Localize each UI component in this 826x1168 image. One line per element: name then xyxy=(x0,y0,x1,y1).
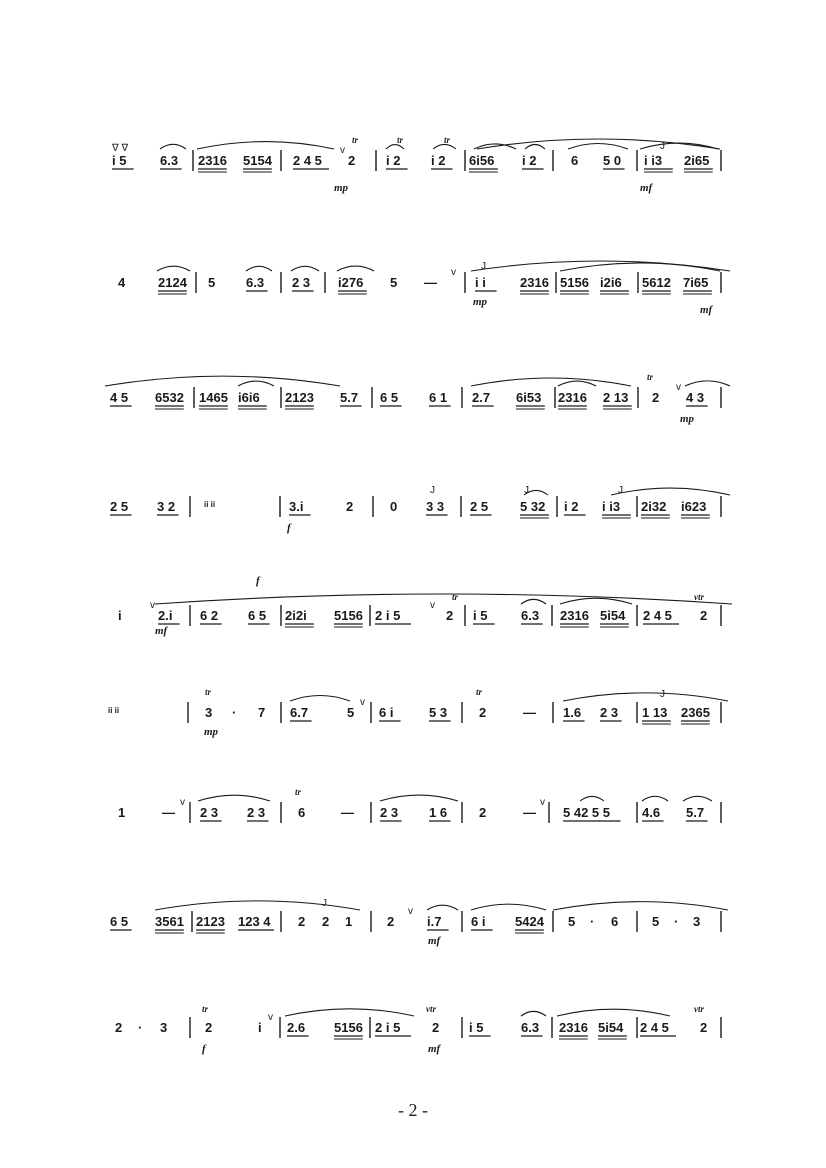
slur-arc xyxy=(198,795,270,801)
staff-line-8 xyxy=(110,898,728,947)
articulation-mark: J xyxy=(322,898,327,909)
dynamic-mark: mp xyxy=(334,182,349,194)
note-group: — xyxy=(523,805,536,820)
slur-arc xyxy=(197,142,334,149)
note-group: 5156 xyxy=(334,1020,363,1035)
slur-arc xyxy=(246,266,272,271)
note-group: 2 3 xyxy=(380,805,399,820)
articulation-mark: ∇ ∇ xyxy=(112,143,129,154)
note-group: 6 xyxy=(571,153,579,168)
slur-arc xyxy=(155,594,732,604)
note-group: 5.7 xyxy=(340,390,359,405)
note-group: 2316 xyxy=(559,1020,588,1035)
note-group: 5 0 xyxy=(603,153,622,168)
note-group: 1465 xyxy=(199,390,228,405)
articulation-mark: v xyxy=(360,697,365,708)
page-number: - 2 - xyxy=(398,1100,428,1120)
note-group: 2 i 5 xyxy=(375,1020,401,1035)
note-group: 2 xyxy=(432,1020,440,1035)
note-group: i 2 xyxy=(431,153,446,168)
note-group: 6i56 xyxy=(469,153,495,168)
note-group: 2 3 xyxy=(200,805,219,820)
slur-arc xyxy=(683,796,712,801)
note-group: 2 xyxy=(479,705,487,720)
note-group: 5156 xyxy=(334,608,363,623)
slur-arc xyxy=(525,145,545,150)
dynamic-mark: mp xyxy=(473,296,488,308)
note-group: 6 i xyxy=(379,705,394,720)
note-group: 6 1 xyxy=(429,390,448,405)
note-group: · xyxy=(138,1020,143,1035)
note-group: 6 i xyxy=(471,914,486,929)
trill-mark: vtr xyxy=(694,592,704,602)
note-group: i xyxy=(118,608,122,623)
note-group: 5 42 5 5 xyxy=(563,805,610,820)
slur-arc xyxy=(427,905,458,910)
trill-mark: vtr xyxy=(426,1004,436,1014)
dynamic-mark: mp xyxy=(204,726,219,738)
note-group: 2 xyxy=(348,153,356,168)
slur-arc xyxy=(238,381,274,386)
note-group: 2365 xyxy=(681,705,710,720)
dynamic-mark: f xyxy=(202,1043,206,1055)
note-group: 5 xyxy=(568,914,576,929)
trill-mark: tr xyxy=(476,687,483,697)
note-group: 1 xyxy=(345,914,353,929)
slur-arc xyxy=(521,1011,546,1016)
note-group: 2316 xyxy=(558,390,587,405)
articulation-mark: v xyxy=(180,797,185,808)
note-group: i276 xyxy=(338,275,364,290)
note-group: 2 3 xyxy=(600,705,619,720)
note-group: 2i65 xyxy=(684,153,710,168)
dynamic-mark: mf xyxy=(428,1043,441,1055)
note-group: 2i32 xyxy=(641,499,667,514)
note-group: 2316 xyxy=(520,275,549,290)
note-group: 2316 xyxy=(560,608,589,623)
note-group: 2 i 5 xyxy=(375,608,401,623)
staff-line-9 xyxy=(115,1004,721,1055)
note-group: 3 2 xyxy=(157,499,176,514)
note-group: 1 13 xyxy=(642,705,668,720)
note-group: i 5 xyxy=(469,1020,484,1035)
note-group: 3 xyxy=(693,914,701,929)
slur-arc xyxy=(563,693,728,701)
note-group: 6532 xyxy=(155,390,184,405)
note-group: i623 xyxy=(681,499,707,514)
note-group: 6.3 xyxy=(246,275,265,290)
note-group: 2 4 5 xyxy=(640,1020,669,1035)
note-group: 6i53 xyxy=(516,390,542,405)
note-group: 3 3 xyxy=(426,499,445,514)
staff-line-7 xyxy=(118,787,721,823)
slur-arc xyxy=(471,378,631,386)
note-group: 7i65 xyxy=(683,275,709,290)
slur-arc xyxy=(580,796,604,801)
articulation-mark: v xyxy=(540,797,545,808)
note-group: i 2 xyxy=(522,153,537,168)
note-group: 2 xyxy=(700,608,708,623)
note-group: 2 xyxy=(322,914,330,929)
dynamic-mark: f xyxy=(256,575,260,587)
trill-mark: tr xyxy=(295,787,302,797)
note-group: 3 xyxy=(205,705,213,720)
note-group: 1 xyxy=(118,805,126,820)
articulation-mark: J xyxy=(660,689,665,700)
note-group: 2i2i xyxy=(285,608,307,623)
note-group: 5 xyxy=(347,705,355,720)
articulation-mark: J xyxy=(430,485,435,496)
note-group: i6i6 xyxy=(238,390,260,405)
note-group: i2i6 xyxy=(600,275,622,290)
articulation-mark: ii ii xyxy=(108,706,120,715)
slur-arc xyxy=(560,263,720,271)
note-group: i.7 xyxy=(427,914,442,929)
note-group: 6 xyxy=(611,914,619,929)
slur-arc xyxy=(155,901,360,910)
note-group: 4 xyxy=(118,275,126,290)
note-group: i 5 xyxy=(473,608,488,623)
note-group: i xyxy=(258,1020,262,1035)
note-group: — xyxy=(523,705,536,720)
note-group: 2 3 xyxy=(247,805,266,820)
note-group: · xyxy=(232,705,237,720)
note-group: 2 3 xyxy=(292,275,311,290)
articulation-mark: v xyxy=(408,906,413,917)
articulation-mark: v xyxy=(150,600,155,611)
note-group: 5 xyxy=(390,275,398,290)
articulation-mark: v xyxy=(676,382,681,393)
note-group: 6.3 xyxy=(160,153,179,168)
note-group: 2123 xyxy=(285,390,314,405)
note-group: 2 13 xyxy=(603,390,629,405)
note-group: 123 4 xyxy=(238,914,271,929)
note-group: 5i54 xyxy=(598,1020,624,1035)
note-group: 5i54 xyxy=(600,608,626,623)
note-group: 2 4 5 xyxy=(643,608,672,623)
note-group: 5424 xyxy=(515,914,544,929)
slur-arc xyxy=(558,381,596,386)
note-group: 1.6 xyxy=(563,705,582,720)
dynamic-mark: mf xyxy=(428,935,441,947)
note-group: 6.3 xyxy=(521,1020,540,1035)
note-group: 3.i xyxy=(289,499,304,514)
slur-arc xyxy=(553,902,728,910)
note-group: · xyxy=(674,914,679,929)
note-group: 2123 xyxy=(196,914,225,929)
note-group: 6 2 xyxy=(200,608,219,623)
note-group: 5 xyxy=(652,914,660,929)
trill-mark: tr xyxy=(205,687,212,697)
articulation-mark: J xyxy=(618,485,623,496)
note-group: 4.6 xyxy=(642,805,661,820)
slur-arc xyxy=(560,598,632,604)
note-group: 6 5 xyxy=(110,914,129,929)
slur-arc xyxy=(568,144,628,150)
note-group: 1 6 xyxy=(429,805,448,820)
trill-mark: tr xyxy=(202,1004,209,1014)
note-group: 2 xyxy=(115,1020,123,1035)
articulation-mark: J xyxy=(524,485,529,496)
note-group: 2 xyxy=(205,1020,213,1035)
note-group: 2 xyxy=(346,499,354,514)
articulation-mark: v xyxy=(451,267,456,278)
note-group: 2 xyxy=(479,805,487,820)
note-group: 0 xyxy=(390,499,398,514)
note-group: 6.3 xyxy=(521,608,540,623)
slur-arc xyxy=(471,904,546,910)
slur-arc xyxy=(291,266,319,271)
note-group: 5154 xyxy=(243,153,272,168)
note-group: 5156 xyxy=(560,275,589,290)
note-group: — xyxy=(162,805,175,820)
note-group: 5 xyxy=(208,275,216,290)
articulation-mark: ii ii xyxy=(204,500,216,509)
note-group: 2124 xyxy=(158,275,187,290)
slur-arc xyxy=(685,381,730,386)
note-group: 5 32 xyxy=(520,499,546,514)
note-group: 2.i xyxy=(158,608,173,623)
staff-line-3 xyxy=(105,372,730,425)
trill-mark: tr xyxy=(444,135,451,145)
note-group: 2.6 xyxy=(287,1020,306,1035)
note-group: 2 xyxy=(700,1020,708,1035)
note-group: · xyxy=(590,914,595,929)
articulation-mark: v xyxy=(268,1012,273,1023)
note-group: 2 xyxy=(446,608,454,623)
slur-arc xyxy=(160,144,186,149)
note-group: i 2 xyxy=(564,499,579,514)
trill-mark: vtr xyxy=(694,1004,704,1014)
trill-mark: tr xyxy=(397,135,404,145)
note-group: i 5 xyxy=(112,153,127,168)
staff-line-5 xyxy=(118,575,732,637)
note-group: 6 xyxy=(298,805,306,820)
trill-mark: tr xyxy=(352,135,359,145)
note-group: 3561 xyxy=(155,914,184,929)
staff-line-4 xyxy=(110,485,730,534)
slur-arc xyxy=(105,376,340,386)
note-group: 6 5 xyxy=(380,390,399,405)
dynamic-mark: mp xyxy=(680,413,695,425)
trill-mark: tr xyxy=(452,592,459,602)
note-group: 2 4 5 xyxy=(293,153,322,168)
note-group: 7 xyxy=(258,705,266,720)
dynamic-mark: mf xyxy=(155,625,168,637)
dynamic-mark: mf xyxy=(640,182,653,194)
note-group: 3 xyxy=(160,1020,168,1035)
articulation-mark: v xyxy=(340,145,345,156)
articulation-mark: J xyxy=(660,141,665,152)
note-group: 2 xyxy=(652,390,660,405)
note-group: 2 5 xyxy=(470,499,489,514)
note-group: — xyxy=(424,275,437,290)
note-group: 2 xyxy=(387,914,395,929)
note-group: 2316 xyxy=(198,153,227,168)
note-group: 2.7 xyxy=(472,390,491,405)
note-group: 5 3 xyxy=(429,705,448,720)
slur-arc xyxy=(290,696,350,702)
note-group: 4 5 xyxy=(110,390,129,405)
slur-arc xyxy=(557,1009,670,1016)
note-group: i 2 xyxy=(386,153,401,168)
slur-arc xyxy=(380,795,458,801)
note-group: 5.7 xyxy=(686,805,705,820)
slur-arc xyxy=(642,796,668,801)
note-group: 6.7 xyxy=(290,705,309,720)
dynamic-mark: mf xyxy=(700,304,713,316)
slur-arc xyxy=(157,266,190,271)
articulation-mark: J xyxy=(481,261,486,272)
note-group: i i3 xyxy=(644,153,663,168)
staff-line-1 xyxy=(111,135,721,194)
slur-arc xyxy=(337,266,374,271)
note-group: 2 5 xyxy=(110,499,129,514)
note-group: i i xyxy=(475,275,486,290)
note-group: — xyxy=(341,805,354,820)
slur-arc xyxy=(386,145,404,149)
note-group: 5612 xyxy=(642,275,671,290)
note-group: i i3 xyxy=(602,499,621,514)
articulation-mark: v xyxy=(430,600,435,611)
note-group: 2 xyxy=(298,914,306,929)
note-group: 4 3 xyxy=(686,390,705,405)
staff-line-6 xyxy=(108,687,728,738)
slur-arc xyxy=(433,144,456,149)
slur-arc xyxy=(285,1009,414,1016)
trill-mark: tr xyxy=(647,372,654,382)
slur-arc xyxy=(521,599,546,604)
note-group: 6 5 xyxy=(248,608,267,623)
dynamic-mark: f xyxy=(287,522,291,534)
staff-line-2 xyxy=(118,261,730,316)
slur-arc xyxy=(611,488,730,495)
